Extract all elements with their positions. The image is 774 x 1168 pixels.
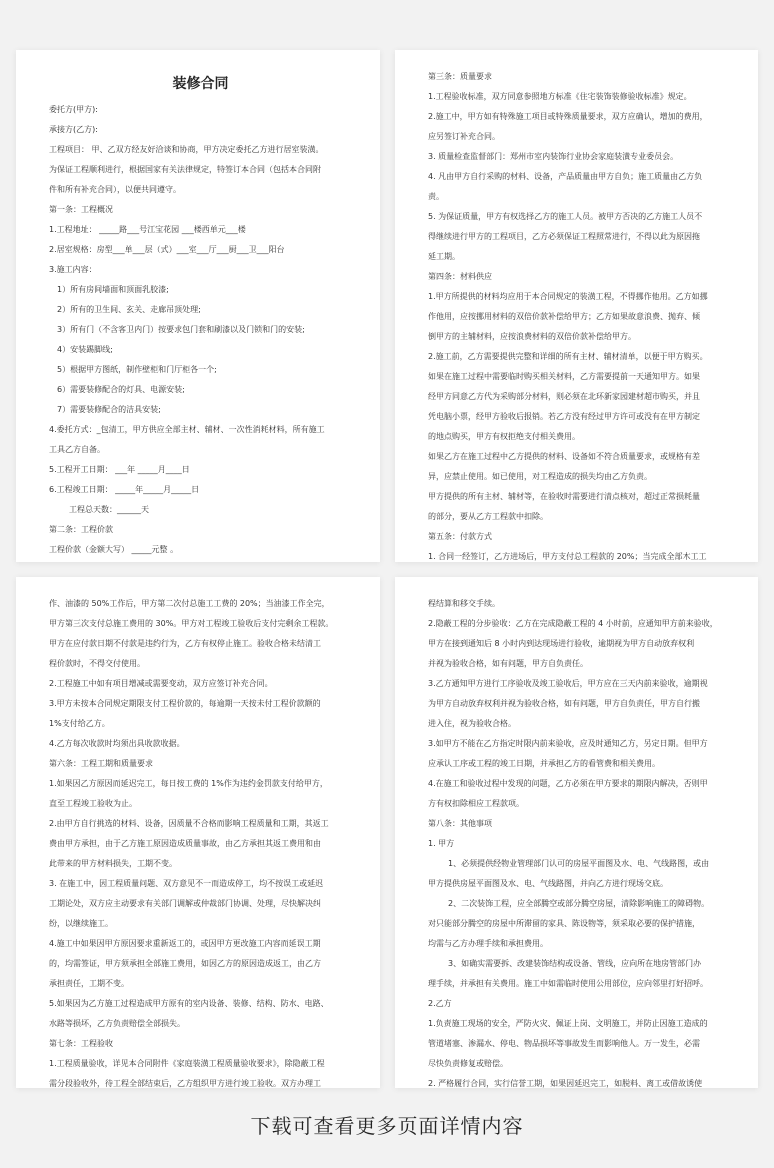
document-text-line: 2.由甲方自行挑选的材料、设备，因质量不合格而影响工程质量和工期，其返工 — [49, 819, 329, 828]
document-text-line: 纷，以继续施工。 — [49, 919, 113, 928]
document-text-line: 2.施工前，乙方需要提供完整和详细的所有主材、辅材清单，以便于甲方购买。 — [428, 352, 708, 361]
document-text-line: 1.工程地址： _____路___号江宝花园 ___楼西单元___楼 — [49, 225, 246, 234]
document-text-line: 4.在施工和验收过程中发现的问题，乙方必须在甲方要求的期限内解决，否则甲 — [428, 779, 708, 788]
document-text-line: 对只能部分腾空的房屋中所滞留的家具、陈设物等，须采取必要的保护措施， — [428, 919, 700, 928]
document-text-line: 3.甲方未按本合同规定期限支付工程价款的，每逾期一天按未付工程价款额的 — [49, 699, 321, 708]
document-text-line: 的部分，要从乙方工程款中扣除。 — [428, 512, 548, 521]
document-text-line: 程结算和移交手续。 — [428, 599, 500, 608]
document-text-line: 2.施工中，甲方如有特殊施工项目或特殊质量要求，双方应确认，增加的费用， — [428, 112, 708, 121]
document-text-line: 1. 甲方 — [428, 839, 455, 848]
document-text-line: 3.如甲方不能在乙方指定时限内前来验收，应及时通知乙方，另定日期。但甲方 — [428, 739, 708, 748]
document-page-1 — [16, 50, 380, 562]
document-text-line: 费由甲方承担，由于乙方施工原因造成质量事故，由乙方承担其返工费用和由 — [49, 839, 321, 848]
document-text-line: 理手续，并承担有关费用。施工中如需临时使用公用部位，应向邻里打好招呼。 — [428, 979, 708, 988]
document-text-line: 并视为验收合格，如有问题，甲方自负责任。 — [428, 659, 588, 668]
document-text-line: 工程总天数：______天 — [69, 505, 149, 514]
document-text-line: 为甲方自动放弃权利并视为验收合格，如有问题，甲方自负责任，甲方自行搬 — [428, 699, 700, 708]
document-text-line: 均需与乙方办理手续和承担费用。 — [428, 939, 548, 948]
document-text-line: 作、油漆的 50%工作后，甲方第二次付总施工工费的 20%；当油漆工作全完， — [49, 599, 330, 608]
document-text-line: 凭电脑小票，经甲方验收后报销。若乙方没有经过甲方许可或没有在甲方制定 — [428, 412, 700, 421]
page-4-content — [428, 594, 730, 1088]
page-2-lines — [428, 67, 730, 562]
document-page-4 — [395, 577, 758, 1088]
document-text-line: 3.施工内容： — [49, 265, 97, 274]
document-text-line: 承担责任，工期不变。 — [49, 979, 129, 988]
document-text-line: 2.隐蔽工程的分步验收：乙方在完成隐蔽工程的 4 小时前，应通知甲方前来验收， — [428, 619, 718, 628]
document-text-line: 委托方(甲方): — [49, 105, 98, 114]
document-text-line: 1%支付给乙方。 — [49, 719, 110, 728]
page-1-content — [49, 70, 352, 560]
document-text-line: 1.甲方所提供的材料均应用于本合同规定的装潢工程，不得挪作他用。乙方如挪 — [428, 292, 708, 301]
document-text-line: 工期论处，双方应主动要求有关部门调解或仲裁部门协调、处理，尽快解决纠 — [49, 899, 321, 908]
document-text-line: 异，应禁止使用。如已使用，对工程造成的损失均由乙方负责。 — [428, 472, 652, 481]
document-text-line: 第六条：工程工期和质量要求 — [49, 759, 153, 768]
document-text-line: 3）所有门（不含客卫内门）按要求包门套和刷漆以及门锁和门的安装; — [57, 325, 305, 334]
page-2-content — [428, 67, 730, 562]
document-text-line: 件和所有补充合同），以便共同遵守。 — [49, 185, 181, 194]
document-text-line: 工具乙方自备。 — [49, 445, 105, 454]
document-text-line: 2）所有的卫生间、玄关、走廊吊顶处理; — [57, 305, 201, 314]
document-text-line: 经甲方同意乙方代为采购部分材料，则必须在北环新家园建材超市购买，并且 — [428, 392, 700, 401]
page-1-lines — [49, 100, 352, 560]
page-3-content — [49, 594, 352, 1088]
document-text-line: 1.工程验收标准，双方同意参照地方标准《住宅装饰装修验收标准》规定。 — [428, 92, 692, 101]
document-text-line: 作他用，应按挪用材料的双倍价款补偿给甲方；乙方如果故意浪费、抛弃、倾 — [428, 312, 700, 321]
document-text-line: 5）根据甲方图纸，制作壁柜和门厅柜各一个; — [57, 365, 217, 374]
document-text-line: 尽快负责修复或赔偿。 — [428, 1059, 508, 1068]
document-text-line: 1、必须提供经物业管理部门认可的房屋平面图及水、电、气线路图，或由 — [448, 859, 710, 868]
document-text-line: 的，均需签证，甲方须承担全部施工费用，如因乙方的原因造成返工，由乙方 — [49, 959, 321, 968]
document-title: 装修合同 — [172, 76, 229, 92]
document-text-line: 4.施工中如果因甲方原因要求重新返工的，或因甲方更改施工内容而延误工期 — [49, 939, 321, 948]
document-text-line: 第二条：工程价款 — [49, 525, 113, 534]
document-text-line: 管道堵塞、渗漏水、停电、物品损坏等事故发生而影响他人。万一发生，必需 — [428, 1039, 700, 1048]
download-more-link[interactable]: 下载可查看更多页面详情内容 — [250, 1114, 524, 1138]
document-text-line: 1.负责施工现场的安全，严防火灾、佩证上岗、文明施工，并防止因施工造成的 — [428, 1019, 708, 1028]
document-text-line: 甲方提供的所有主材、辅材等，在验收时需要进行清点核对，超过正常损耗量 — [428, 492, 700, 501]
document-text-line: 甲方在应付款日期不付款是违约行为，乙方有权停止施工。验收合格未结清工 — [49, 639, 321, 648]
document-page-3 — [16, 577, 380, 1088]
document-text-line: 第八条：其他事项 — [428, 819, 492, 828]
document-text-line: 程价款时，不得交付使用。 — [49, 659, 145, 668]
document-text-line: 责。 — [428, 192, 444, 201]
document-text-line: 的地点购买，甲方有权拒绝支付相关费用。 — [428, 432, 580, 441]
document-text-line: 如果在施工过程中需要临时购买相关材料，乙方需要提前一天通知甲方。如果 — [428, 372, 700, 381]
document-text-line: 进入住，视为验收合格。 — [428, 719, 516, 728]
document-text-line: 6）需要装修配合的灯具、电源安装; — [57, 385, 185, 394]
document-text-line: 工程项目： 甲、乙双方经友好洽谈和协商，甲方决定委托乙方进行居室装潢。 — [49, 145, 324, 154]
document-text-line: 第三条：质量要求 — [428, 72, 492, 81]
document-text-line: 4. 凡由甲方自行采购的材料、设备，产品质量由甲方自负；施工质量由乙方负 — [428, 172, 703, 181]
document-text-line: 得继续进行甲方的工程项目，乙方必须保证工程照常进行，不得以此为原因拖 — [428, 232, 700, 241]
document-text-line: 直至工程竣工验收为止。 — [49, 799, 137, 808]
document-text-line: 第一条：工程概况 — [49, 205, 113, 214]
document-text-line: 为保证工程顺利进行，根据国家有关法律规定，特签订本合同（包括本合同附 — [49, 165, 321, 174]
document-text-line: 承接方(乙方): — [49, 125, 98, 134]
document-text-line: 水路等损坏，乙方负责赔偿全部损失。 — [49, 1019, 185, 1028]
document-text-line: 第七条：工程验收 — [49, 1039, 113, 1048]
document-text-line: 需分段验收外，待工程全部结束后，乙方组织甲方进行竣工验收。双方办理工 — [49, 1079, 321, 1088]
document-text-line: 1.如果因乙方原因而延迟完工，每日按工费的 1%作为违约金罚款支付给甲方， — [49, 779, 328, 788]
document-text-line: 4）安装踢脚线; — [57, 345, 113, 354]
document-text-line: 甲方在接到通知后 8 小时内到达现场进行验收，逾期视为甲方自动放弃权利 — [428, 639, 695, 648]
document-text-line: 3. 质量检查监督部门：郑州市室内装饰行业协会家庭装潢专业委员会。 — [428, 152, 679, 161]
document-text-line: 5.工程开工日期： ___年 _____月____日 — [49, 465, 190, 474]
document-text-line: 5. 为保证质量，甲方有权选择乙方的施工人员。被甲方否决的乙方施工人员不 — [428, 212, 703, 221]
document-text-line: 延工期。 — [428, 252, 460, 261]
document-text-line: 工程价款（金额大写） _____元整 。 — [49, 545, 179, 554]
document-text-line: 5.如果因为乙方施工过程造成甲方原有的室内设备、装修、结构、防水、电路、 — [49, 999, 329, 1008]
document-text-line: 甲方提供房屋平面图及水、电、气线路图，并向乙方进行现场交底。 — [428, 879, 668, 888]
document-text-line: 应另签订补充合同。 — [428, 132, 500, 141]
page-3-lines — [49, 594, 352, 1088]
document-text-line: 4.委托方式：_包清工，甲方供应全部主材、辅材、一次性消耗材料，所有施工 — [49, 425, 325, 434]
document-text-line: 2.工程施工中如有项目增减或需要变动，双方应签订补充合同。 — [49, 679, 273, 688]
document-text-line: 2.乙方 — [428, 999, 452, 1008]
document-text-line: 6.工程竣工日期： _____年_____月_____日 — [49, 485, 200, 494]
document-text-line: 方有权扣除相应工程款项。 — [428, 799, 524, 808]
document-text-line: 此带来的甲方材料损失，工期不变。 — [49, 859, 177, 868]
document-text-line: 3、如确实需要拆、改建装饰结构或设备、管线，应向所在地房管部门办 — [448, 959, 702, 968]
document-text-line: 应承认工序或工程的竣工日期，并承担乙方的看管费和相关费用。 — [428, 759, 660, 768]
document-text-line: 1. 合同一经签订，乙方进场后，甲方支付总工程款的 20%；当完成全部木工工 — [428, 552, 707, 561]
document-text-line: 1）所有房间墙面和顶面乳胶漆; — [57, 285, 169, 294]
document-text-line: 1.工程质量验收，详见本合同附件《家庭装潢工程质量验收要求》，除隐蔽工程 — [49, 1059, 325, 1068]
document-text-line: 2.居室规格：房型___单___层（式）___室___厅___厨___卫___阳台 — [49, 245, 285, 254]
document-page-2 — [395, 50, 758, 562]
document-text-line: 如果乙方在施工过程中乙方提供的材料、设备如不符合质量要求，或规格有差 — [428, 452, 700, 461]
document-text-line: 倒甲方的主辅材料，应按浪费材料的双倍价款补偿给甲方。 — [428, 332, 636, 341]
document-text-line: 第五条：付款方式 — [428, 532, 492, 541]
page-4-lines — [428, 594, 730, 1088]
document-text-line: 4.乙方每次收款时均须出具收款收据。 — [49, 739, 185, 748]
document-text-line: 3.乙方通知甲方进行工序验收及竣工验收后，甲方应在三天内前来验收，逾期视 — [428, 679, 708, 688]
document-text-line: 甲方第三次支付总施工费用的 30%。甲方对工程竣工验收后支付完剩余工程款。 — [49, 619, 334, 628]
document-text-line: 2. 严格履行合同，实行信誉工期，如果因延迟完工，如脱料、离工或借故诱使 — [428, 1079, 703, 1088]
document-text-line: 7）需要装修配合的洁具安装; — [57, 405, 161, 414]
document-text-line: 2、二次装饰工程，应全部腾空或部分腾空房屋，清除影响施工的障碍物。 — [448, 899, 710, 908]
document-text-line: 第四条：材料供应 — [428, 272, 492, 281]
document-text-line: 3. 在施工中，因工程质量问题、双方意见不一而造成停工，均不按误工或延迟 — [49, 879, 324, 888]
